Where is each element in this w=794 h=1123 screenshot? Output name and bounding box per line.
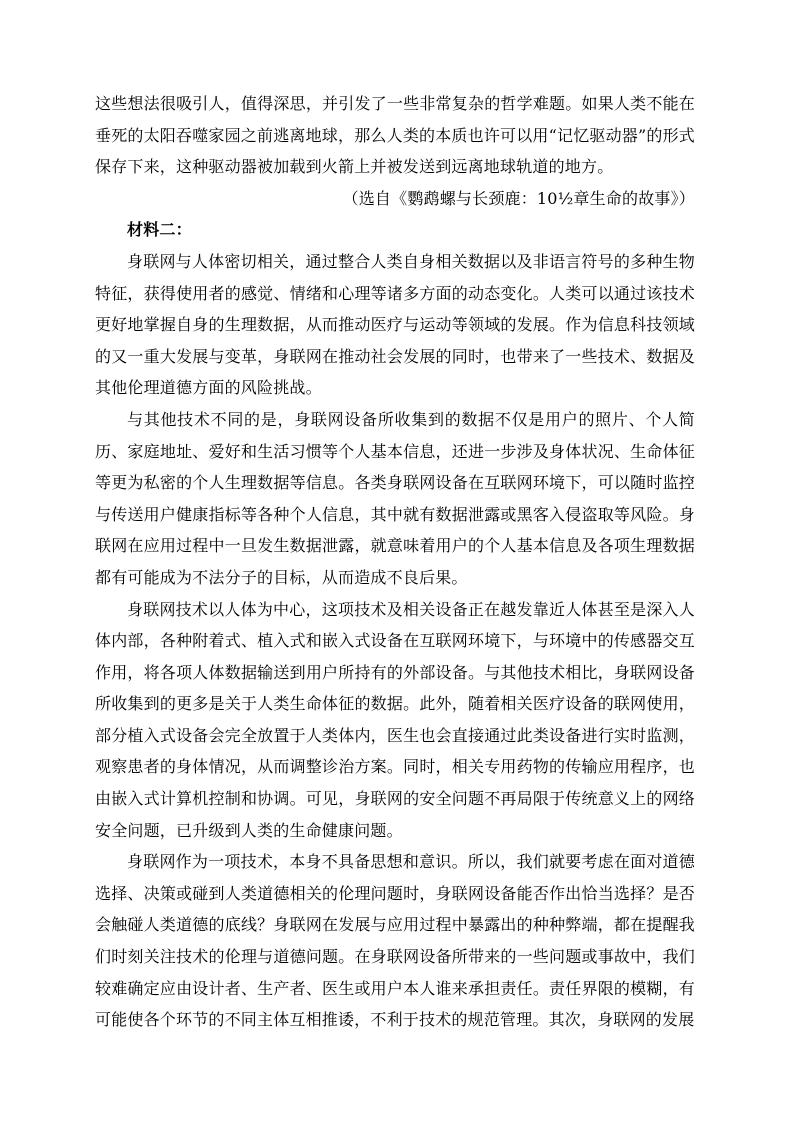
material2-paragraph-4: 身联网作为一项技术，本身不具备思想和意识。所以，我们就要考虑在面对道德选择、决策或碰到人类道德相关的伦理问题时，身联网设备能否作出恰当选择？是否会触碰人类道德的底线？身联网在发展与应用过程中暴露出的种种弊端，都在提醒我们时刻关注技术的伦理与道德问题。在身联网设备所带来的一些问题或事故中，我们较难确定应由设计者、生产者、医生或用户本人谁来承担责任。责任界限的模糊，有可能使各个环节的不同主体互相推诿，不利于技术的规范管理。其次，身联网的发展 [95,852,695,1030]
material2-heading: 材料二： [127,220,192,240]
material2-paragraph-1: 身联网与人体密切相关，通过整合人类自身相关数据以及非语言符号的多种生物特征，获得使用者的感觉、情绪和心理等诸多方面的动态变化。人类可以通过该技术更好地掌握自身的生理数据，从而推动医疗与运动等领域的发展。作为信息科技领域的又一重大发展与变革，身联网在推动社会发展的同时，也带来了一些技术、数据及其他伦理道德方面的风险挑战。 [95,251,695,398]
material1-source: （选自《鹦鹉螺与长颈鹿：10½章生命的故事》） [342,188,695,208]
material1-tail-paragraph: 这些想法很吸引人，值得深思，并引发了一些非常复杂的哲学难题。如果人类不能在垂死的太阳吞噬家园之前逃离地球，那么人类的本质也许可以用“记忆驱动器”的形式保存下来，这种驱动器被加载到火箭上并被发送到远离地球轨道的地方。 [95,94,695,177]
material2-paragraph-3: 身联网技术以人体为中心，这项技术及相关设备正在越发靠近人体甚至是深入人体内部，各种附着式、植入式和嵌入式设备在互联网环境下，与环境中的传感器交互作用，将各项人体数据输送到用户所持有的外部设备。与其他技术相比，身联网设备所收集到的更多是关于人类生命体征的数据。此外，随着相关医疗设备的联网使用，部分植入式设备会完全放置于人类体内，医生也会直接通过此类设备进行实时监测，观察患者的身体情况，从而调整诊治方案。同时，相关专用药物的传输应用程序，也由嵌入式计算机控制和协调。可见，身联网的安全问题不再局限于传统意义上的网络安全问题，已升级到人类的生命健康问题。 [95,599,695,840]
document-page [95,88,695,1036]
material2-paragraph-2: 与其他技术不同的是，身联网设备所收集到的数据不仅是用户的照片、个人简历、家庭地址、爱好和生活习惯等个人基本信息，还进一步涉及身体状况、生命体征等更为私密的个人生理数据等信息。各类身联网设备在互联网环境下，可以随时监控与传送用户健康指标等各种个人信息，其中就有数据泄露或黑客入侵盗取等风险。身联网在应用过程中一旦发生数据泄露，就意味着用户的个人基本信息及各项生理数据都有可能成为不法分子的目标，从而造成不良后果。 [95,409,695,587]
